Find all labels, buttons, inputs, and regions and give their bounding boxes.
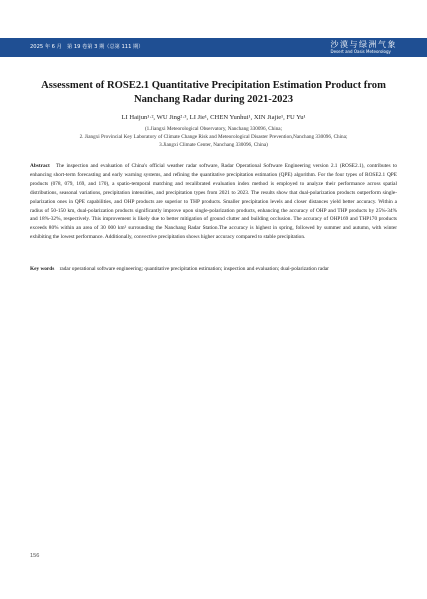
affiliation-line: 3.Jiangxi Climate Center, Nanchang 330096, China) (159, 142, 268, 148)
keywords-label: Key words (30, 266, 55, 272)
affiliations (30, 125, 397, 149)
affiliation-line: (1.Jiangxi Meteorological Observatory, Nanchang 330096, China; (144, 126, 283, 132)
author-list: LI Haijun¹·², WU Jing²·³, LI Jie¹, CHEN Yunhui¹, XIN Jiajie¹, FU Yu¹ (121, 114, 306, 121)
keywords-text: radar operational software engineering; quantitative precipitation estimation; inspection and evaluation; dual-polarization radar (59, 266, 329, 272)
abstract (30, 162, 397, 242)
journal-title-block (331, 40, 398, 55)
journal-title-en: Desert and Oasis Meteorology (330, 49, 391, 54)
issue-info: 2025 年 6 月 第 19 卷第 3 期（总第 111 期） (30, 44, 144, 50)
affiliation-line: 2. Jiangxi Provincial Key Laboratory of Climate Change Risk and Meteorological Disaster Prevention,Nanchang 330096, China; (79, 134, 348, 140)
keywords (30, 265, 397, 274)
journal-title-cn: 沙漠与绿洲气象 (330, 40, 397, 49)
abstract-label: Abstract (30, 163, 50, 169)
page-number: 156 (30, 553, 40, 559)
article-title: Assessment of ROSE2.1 Quantitative Precipitation Estimation Product from Nanchang Radar during 2021-2023 (41, 80, 386, 105)
abstract-text: The inspection and evaluation of China's official weather radar software, Radar Operational Software Engineering version 2.1 (ROSE2.1), contributes to enhancing short-term forecasting and early warning systems, and refining the quantitative precipitation estimation (QPE) algorithm. For the four types of ROSE2.1 QPE products (078, 079, 169, and 170), a spatio-temporal matching and recalibrated evaluation index method is employed to analyze their performance across spatial distributions, seasonal variations, precipitation intensities, and precipitation types from 2021 to 2023. The results show that dual-polarization products outperform single-polarization ones in QPE capabilities, and OHP products are superior to THP products. Smaller precipitation levels and closer distances yield better accuracy. Within a radius of 50-150 km, dual-polarization products significantly improve upon single-polarization products, enhancing the accuracy of OHP and THP products by 25%-34% and 18%-32%, respectively. This improvement is likely due to better mitigation of ground clutter and building occlusion. The accuracy of OHP169 and THP170 products exceeds 80% within an area of 30 000 km² surrounding the Nanchang Radar Station.The accuracy is highest in spring, followed by summer and autumn, with winter exhibiting the lowest performance. Additionally, convective precipitation shows higher accuracy compared to stable precipitation. (30, 163, 397, 241)
